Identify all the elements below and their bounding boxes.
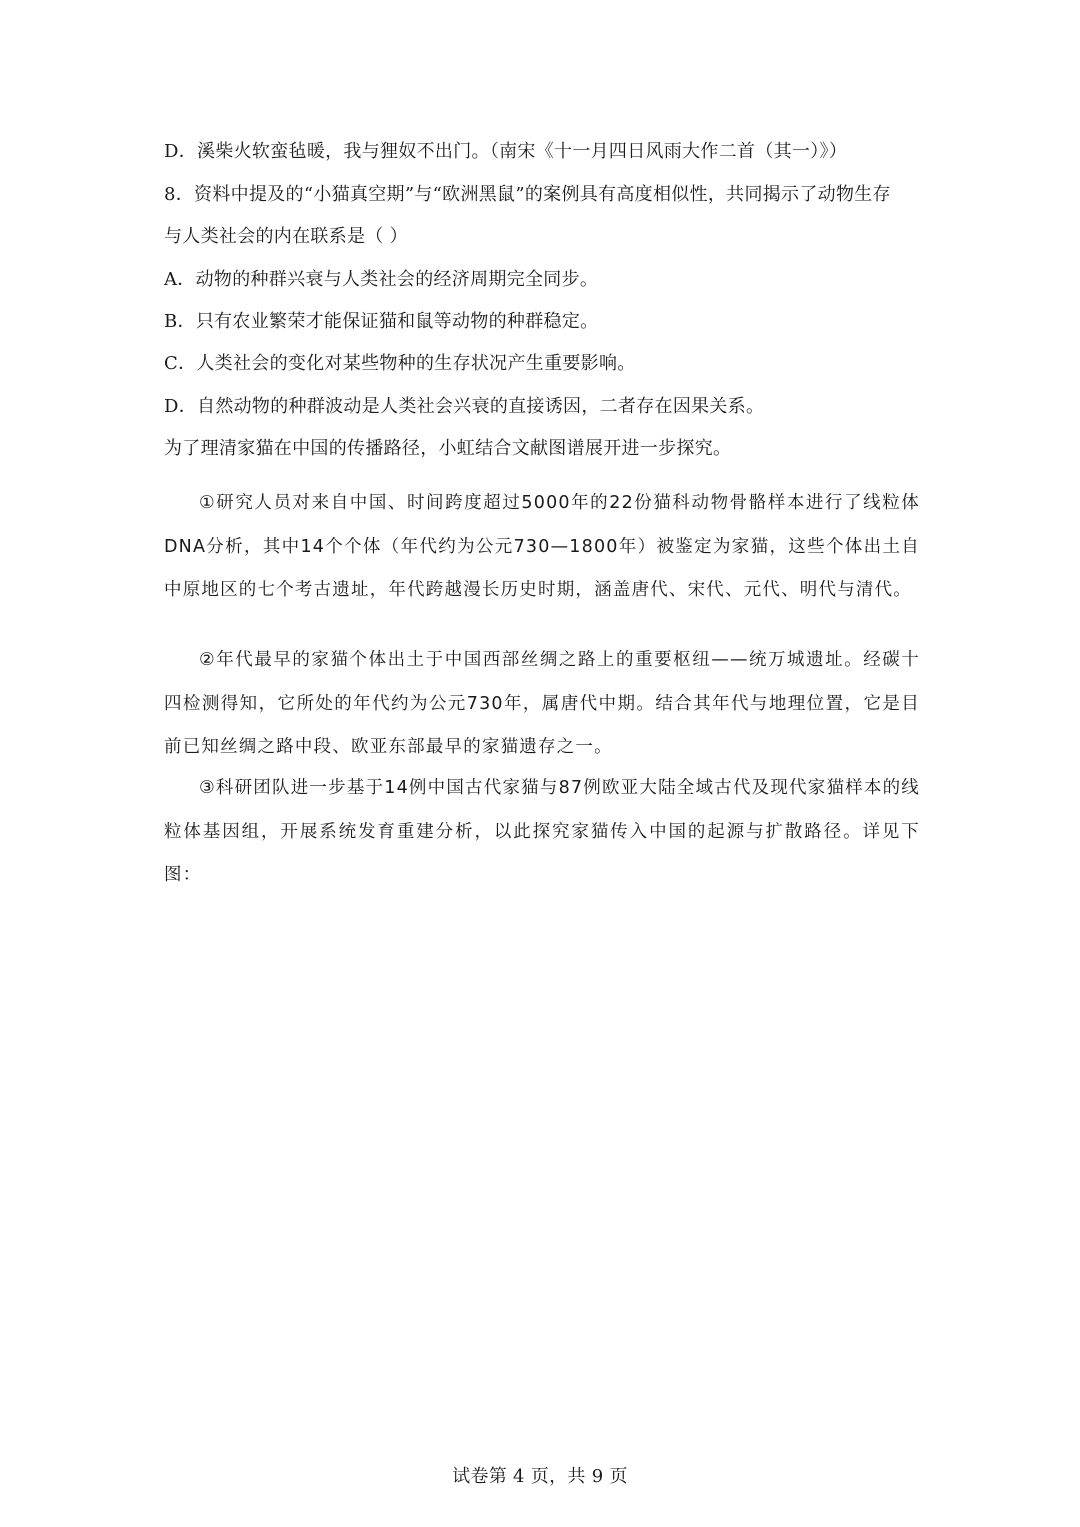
q8-stem-line-1: 8．资料中提及的“小猫真空期”与“欧洲黑鼠”的案例具有高度相似性，共同揭示了动物生存 [164, 184, 891, 205]
intro-line: 为了理清家猫在中国的传播路径，小虹结合文献图谱展开进一步探究。 [164, 438, 732, 459]
material-paragraph-1: ①研究人员对来自中国、时间跨度超过5000年的22份猫科动物骨骼样本进行了线粒体DNA分析，其中14个个体（年代约为公元730—1800年）被鉴定为家猫，这些个体出土自中原地区的七个考古遗址，年代跨越漫长历史时期，涵盖唐代、宋代、元代、明代与清代。 [164, 493, 920, 600]
q8-stem-line-2: 与人类社会的内在联系是（ ） [164, 226, 408, 247]
page-footer: 试卷第 4 页，共 9 页 [452, 1466, 628, 1487]
q8-option-d: D．自然动物的种群波动是人类社会兴衰的直接诱因，二者存在因果关系。 [164, 396, 765, 417]
q8-option-a: A．动物的种群兴衰与人类社会的经济周期完全同步。 [164, 269, 599, 290]
material-paragraph-2: ②年代最早的家猫个体出土于中国西部丝绸之路上的重要枢纽——统万城遗址。经碳十四检测得知，它所处的年代约为公元730年，属唐代中期。结合其年代与地理位置，它是目前已知丝绸之路中段、欧亚东部最早的家猫遗存之一。 [164, 650, 920, 757]
q7-option-d: D．溪柴火软蛮毡暖，我与狸奴不出门。（南宋《十一月四日风雨大作二首（其一）》） [164, 141, 848, 162]
q8-option-c: C．人类社会的变化对某些物种的生存状况产生重要影响。 [164, 353, 636, 374]
material-paragraph-3: ③科研团队进一步基于14例中国古代家猫与87例欧亚大陆全域古代及现代家猫样本的线粒体基因组，开展系统发育重建分析，以此探究家猫传入中国的起源与扩散路径。详见下图： [164, 778, 920, 885]
q8-option-b: B．只有农业繁荣才能保证猫和鼠等动物的种群稳定。 [164, 311, 599, 332]
